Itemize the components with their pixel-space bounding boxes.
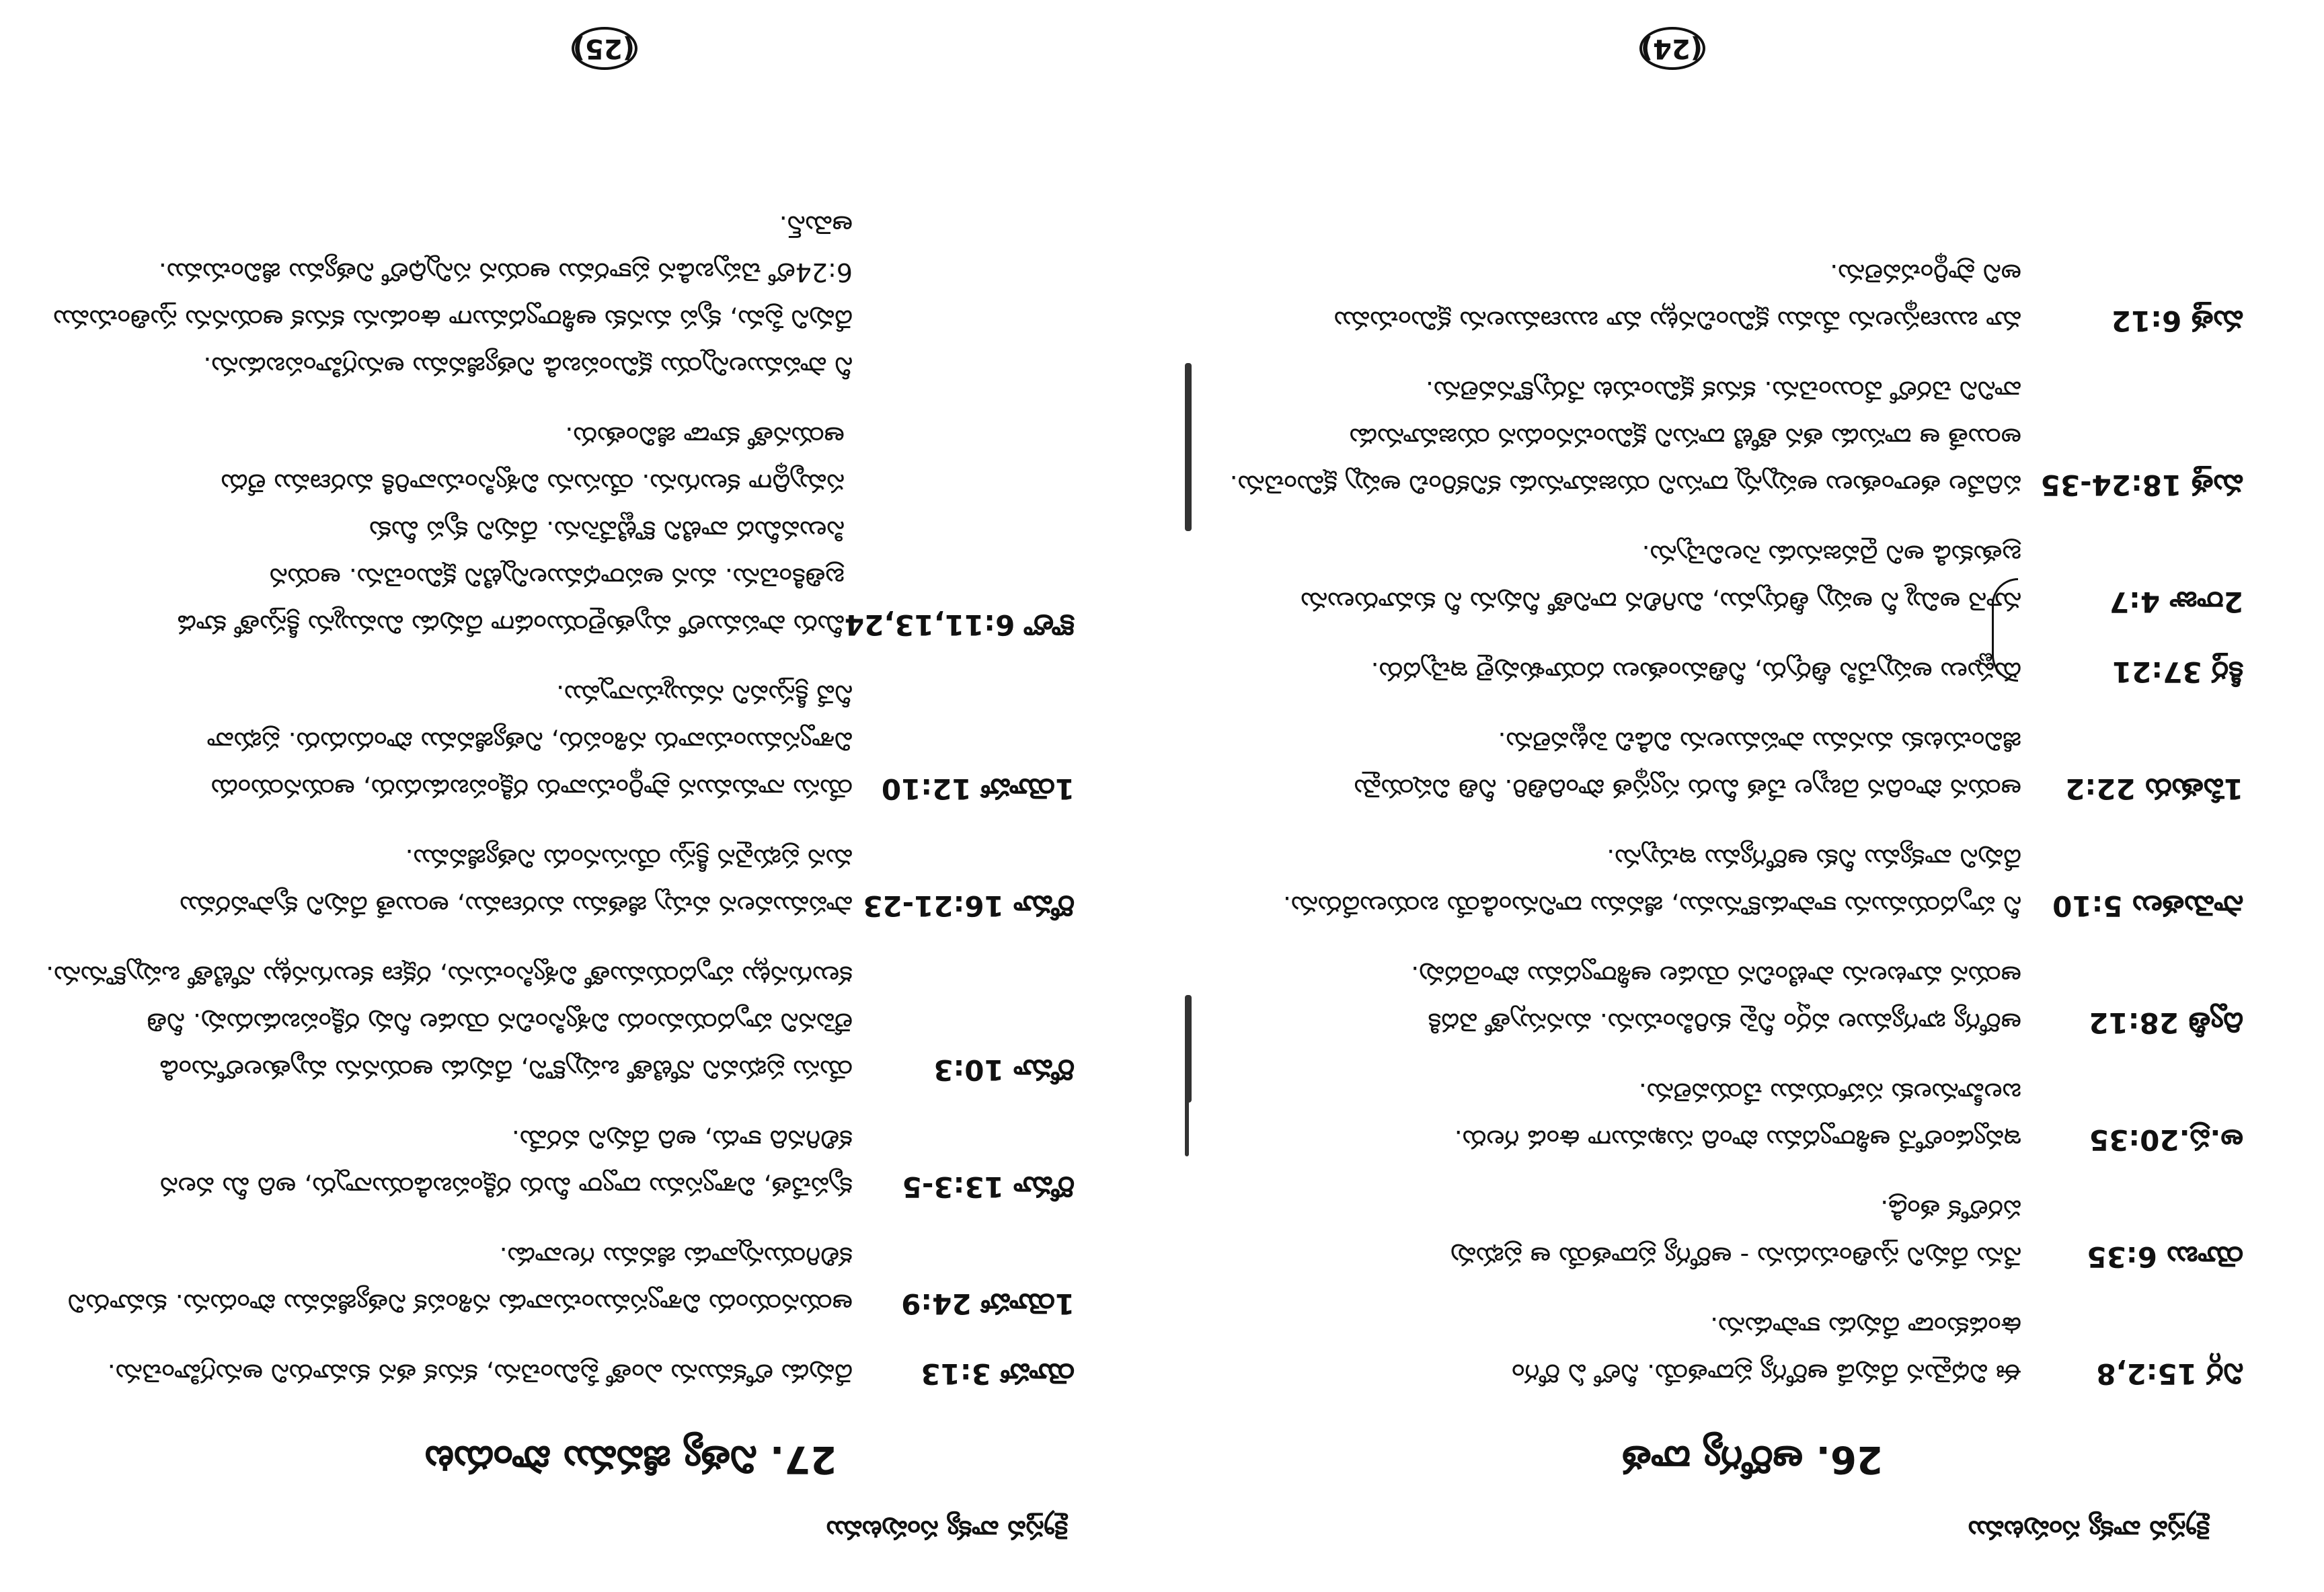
- verse-entry: [1235, 835, 2243, 929]
- verse-line: జీవించుటకు మనము పాపములను విడిచి పెట్టవలెను.: [1498, 727, 2021, 756]
- verse-reference: 2రాజు 4:7: [2109, 586, 2243, 619]
- verse-line: దేవుడు లోకమును ఎంతో ప్రేమించెను, కనుక తన కుమారుని అనుగ్రహించెను.: [107, 1359, 853, 1388]
- verse-line: నీవే క్రీస్తువని నమ్ముచున్నాము.: [555, 680, 853, 709]
- verse-reference: యోహా 3:13: [921, 1357, 1075, 1390]
- verse-reference: కొలొ 6:11,13,24: [844, 608, 1075, 641]
- verse-line: ఉండకుండా దేవుడు కాపాడును.: [1709, 1312, 2021, 1341]
- verse-line: కలుగునట్లు హృదయముతో విశ్వసించును, రక్షణ కలుగునట్లు నోటితో ఒప్పుకొనును.: [46, 961, 853, 990]
- verse-line: సిలువమీద వాటిని కొట్టివేసెను. దేవుని కృప మీకు: [369, 516, 845, 545]
- verse-line: నీ హృదయమును కాపాడుకొనుము, జీవము దానినుండియే బయలుదేరును.: [1282, 891, 2021, 920]
- verse-entry: [1235, 648, 2243, 695]
- verse-text: [1235, 718, 2021, 812]
- verse-entry: [1235, 531, 2243, 625]
- verse-entry: [46, 952, 1075, 1093]
- verse-entry: [1235, 1186, 2243, 1280]
- verse-reference: రోమా 10:3: [933, 1053, 1075, 1086]
- verse-line: నూనె అమ్మి నీ అప్పు తీర్చుము, మిగిలిన దానితో నీవును నీ కుమారులును: [1301, 587, 2021, 616]
- verse-entry: [66, 1116, 1075, 1210]
- verse-entry: [66, 1233, 1075, 1327]
- verse-line: యేసు నామమున ప్రార్థించువారు రక్షింపబడుదురు, ఆయనయందు: [210, 774, 853, 803]
- verse-line: నీ పాపములన్నియు క్షమింపబడి నిత్యజీవము అనుగ్రహింపబడును.: [203, 352, 853, 381]
- verse-line: దుష్టులు అప్పుచేసి తీర్చరు, నీతిమంతులు దయాళువులై ఇచ్చెదరు.: [1370, 657, 2021, 686]
- verse-line: బలహీనులకు సహాయము చేయవలెను.: [1638, 1078, 2021, 1107]
- verse-reference: రోమా 13:3-5: [902, 1170, 1075, 1203]
- verse-text: [66, 835, 853, 929]
- verse-line: ఆమెన్.: [779, 210, 853, 240]
- verse-line: దేవుని వాక్యము నీకు ఆరోగ్యము ఇచ్చును.: [1606, 844, 2021, 873]
- verse-reference: నిర్గ 15:2,8: [2096, 1357, 2243, 1390]
- verse-line: వానిని చెరలో వేయించెను. కనుక క్షమించుట నేర్చుకొనవలెను.: [1425, 376, 2021, 405]
- verse-line: ఆయనతో కూడా జీవింతురు.: [565, 422, 845, 451]
- verse-entry: [1235, 1303, 2243, 1397]
- verse-reference: కీర్త 37:21: [2112, 655, 2243, 688]
- verse-reference: సామెతలు 5:10: [2052, 889, 2243, 922]
- verse-entry: [1235, 952, 2243, 1046]
- book-header: క్రైస్తవ వాక్య సంపుటము: [1968, 1515, 2210, 1545]
- verse-reference: యోబు 6:35: [2087, 1240, 2243, 1273]
- verse-text: [1235, 531, 2021, 625]
- verse-line: పదివేల తలాంతులు అప్పున్న దాసుని యజమానుడు కనికరించి అప్పు క్షమించెను.: [1229, 470, 2021, 500]
- verse-entry: [1235, 1069, 2243, 1163]
- verse-text: [66, 1116, 853, 1210]
- verse-line: దేవుని ప్రేమ, కృప మనకు ఆశీర్వాదముగా ఉండును కనుక ఆయనను స్తుతించుము: [53, 305, 853, 334]
- verse-line: అయితే ఆ దాసుడు తన తోటి దాసుని క్షమించనందున యజమానుడు: [1349, 423, 2021, 452]
- verse-line: పాపమువలన వచ్చు జీతము మరణము, అయితే దేవుని కృపావరము: [180, 891, 853, 920]
- verse-text: [1235, 952, 2021, 1046]
- page-number: (24): [1639, 27, 1705, 70]
- verse-line: ఈ విధమైన దేవుడే ఆరోగ్య ప్రదాతయే. నీలో ఏ రోగం: [1512, 1359, 2021, 1388]
- verse-text: [1235, 1069, 2021, 1163]
- verse-line: మా ఋణస్థులను మేము క్షమించినట్లు మా ఋణములను క్షమించుము: [1333, 306, 2021, 335]
- verse-entry: [66, 1350, 1075, 1397]
- page-24: [1162, 0, 2324, 1592]
- verse-reference: 1పేతురు 22:2: [2065, 772, 2243, 805]
- verse-line: అని ప్రార్థించవలెను.: [1830, 259, 2021, 288]
- verse-reference: మత్త 6:12: [2111, 305, 2243, 337]
- verse-line: 6:24లో చెప్పబడిన ప్రకారము ఆయన సన్నిధిలో నిత్యము జీవించుము.: [158, 257, 853, 287]
- verse-line: కృపచేత, విశ్వాసము ద్వారా మీరు రక్షింపబడియున్నారు, అది మీ వలన: [159, 1172, 853, 1201]
- verse-line: మీరు పాపములో మృతులైయుండగా దేవుడు మిమ్మును క్రీస్తుతో కూడ: [177, 610, 845, 639]
- verse-line: బ్రతికించెను. మన అపరాధములన్నిటిని క్షమించెను. ఆయన: [269, 563, 845, 592]
- verse-reference: మత్త 18:24-35: [2040, 469, 2243, 502]
- verse-list: [1229, 227, 2243, 1397]
- verse-text: [1235, 1186, 2021, 1280]
- verse-line: యేసు ప్రభువని నోటితో ఒప్పుకొని, దేవుడు ఆయనను మృతులలోనుండి: [159, 1055, 853, 1084]
- reference-brace: [1992, 578, 2018, 682]
- verse-text: [53, 202, 853, 390]
- scan-mark: [1185, 1076, 1189, 1156]
- verse-list: [46, 179, 1075, 1397]
- verse-text: [1235, 250, 2021, 344]
- verse-text: [1235, 835, 2021, 929]
- verse-line: ఇవ్వడంలోనే ఆశీర్వాదము పొంది సుఖముగా ఉండ గలరు.: [1454, 1125, 2021, 1154]
- verse-entry: [66, 835, 1075, 929]
- verse-text: [1235, 1303, 2021, 1397]
- chapter-title: 26. ఆరోగ్య దాత: [1622, 1437, 1883, 1481]
- verse-text: [1235, 648, 2021, 695]
- verse-reference: 1యోహా 24:9: [901, 1287, 1075, 1320]
- verse-reference: రోమా 16:21-23: [863, 889, 1075, 922]
- chapter-title: 27. నిత్య జీవము పొందుట: [424, 1437, 837, 1481]
- verse-line: ఆయనయందు విశ్వాసముంచువాడు నశింపక నిత్యజీవము పొందును. కుమారుని: [67, 1289, 853, 1318]
- verse-reference: ద్వితీ 28:12: [2089, 1006, 2243, 1039]
- verse-line: కలిగినది కాదు, అది దేవుని వరమే.: [511, 1125, 853, 1154]
- page-number: (25): [572, 27, 637, 70]
- verse-line: లేపెనని హృదయమందు విశ్వసించిన యెడల నీవు రక్షింపబడుదువు. నీతి: [147, 1008, 853, 1037]
- verse-line: కలిగియున్నవాడు జీవము గలవాడు.: [499, 1242, 853, 1271]
- verse-text: [66, 413, 845, 648]
- scan-mark: [1185, 403, 1189, 491]
- verse-line: పరలోక తండ్రి.: [1880, 1195, 2021, 1224]
- verse-line: బ్రతుకుడి అని దైవజనుడు సెలవిచ్చెను.: [1641, 540, 2021, 569]
- verse-entry: [66, 413, 1075, 648]
- verse-line: సమృద్ధిగా కలుగును. యేసును విశ్వసించువారికి మరణము లేదు: [221, 469, 845, 498]
- verse-entry: [1229, 367, 2243, 508]
- verse-text: [66, 671, 853, 812]
- verse-reference: అ.ప్ర.20:35: [2089, 1123, 2243, 1156]
- verse-line: మన ప్రభువైన క్రీస్తు యేసునందు నిత్యజీవము.: [405, 844, 853, 873]
- verse-reference: 1యోహా 12:10: [881, 772, 1075, 805]
- verse-line: నేను దేవుని స్తుతించుదును - ఆరోగ్య ప్రదాతయే ఆ ప్రభువు: [1450, 1242, 2021, 1271]
- verse-text: [66, 1350, 853, 1397]
- verse-line: ఆరోగ్య భాగ్యముల వర్షం నీపై కురిపించును. మనస్సుతో వెదకి: [1428, 1008, 2021, 1037]
- verse-text: [1230, 367, 2021, 508]
- verse-entry: [66, 671, 1075, 812]
- verse-entry: [53, 202, 1075, 390]
- verse-line: ఆయన పొందిన దెబ్బల చేత మీరు స్వస్థత పొందితిరి. నీతి విషయమై: [1354, 774, 2021, 803]
- verse-line: ఆయన మాటలను పాటించిన యెడల ఆశీర్వాదము పొందెదవు.: [1411, 961, 2021, 990]
- book-header: క్రైస్తవ వాక్య సంపుటము: [826, 1515, 1068, 1545]
- verse-entry: [1235, 250, 2243, 344]
- verse-text: [46, 952, 853, 1093]
- verse-entry: [1235, 718, 2243, 812]
- verse-text: [66, 1233, 853, 1327]
- verse-line: విశ్వాసముంచువారు నశింపరు, నిత్యజీవము పొందుదురు. ప్రభువా: [206, 727, 853, 756]
